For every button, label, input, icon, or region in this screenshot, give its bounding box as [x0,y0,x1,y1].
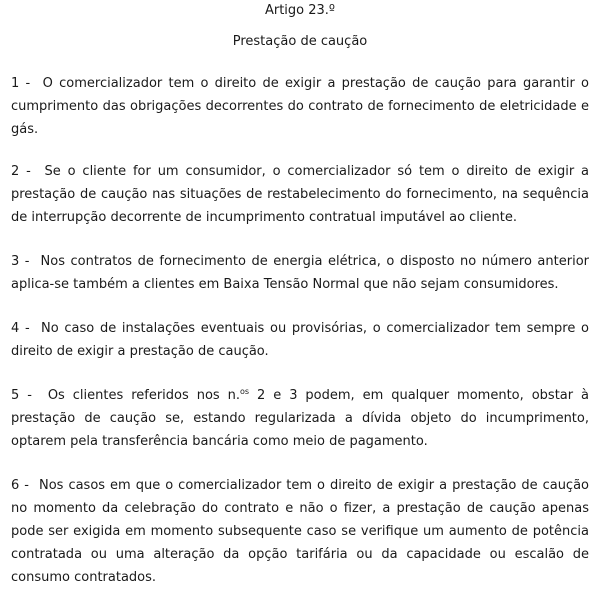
clause-text: No caso de instalações eventuais ou provisórias, o comercializador tem sempre o direito de exigir a prestação de caução. [11,321,589,359]
clause-number: 1 - [11,76,31,91]
article-title: Prestação de caução [232,34,368,49]
clause-3 [11,250,589,296]
clause-superscript: os [240,387,250,396]
clause-text-before: Os clientes referidos nos n. [47,388,241,403]
clause-5 [11,384,589,453]
clause-2 [11,160,589,229]
clause-1 [11,72,589,141]
clause-text-after: 2 e 3 podem, em qualquer momento, obstar à prestação de caução se, estando regularizada a dívida objeto do incumprimento, optarem pela transferência bancária como meio de pagamento. [11,388,590,449]
clause-number: 4 - [11,321,30,336]
clause-number: 6 - [11,478,29,493]
clause-text: Se o cliente for um consumidor, o comercializador só tem o direito de exigir a prestação de caução nas situações de restabelecimento do fornecimento, na sequência de interrupção decorrente de incumprimento contratual imputável ao cliente. [11,164,589,225]
article-number: Artigo 23.º [264,3,336,18]
clause-number: 5 - [11,388,32,403]
clause-6 [11,474,589,589]
clause-text: Nos casos em que o comercializador tem o direito de exigir a prestação de caução no momento da celebração do contrato e não o fizer, a prestação de caução apenas pode ser exigida em momento subsequente caso se verifique um aumento de potência contratada ou uma alteração da opção tarifária ou da capacidade ou escalão de consumo contratados. [11,478,589,585]
clause-number: 3 - [11,254,30,269]
clause-4 [11,317,589,363]
clause-number: 2 - [11,164,31,179]
clause-text: O comercializador tem o direito de exigir a prestação de caução para garantir o cumprimento das obrigações decorrentes do contrato de fornecimento de eletricidade e gás. [11,76,589,137]
clause-text: Nos contratos de fornecimento de energia elétrica, o disposto no número anterior aplica-se também a clientes em Baixa Tensão Normal que não sejam consumidores. [11,254,589,292]
